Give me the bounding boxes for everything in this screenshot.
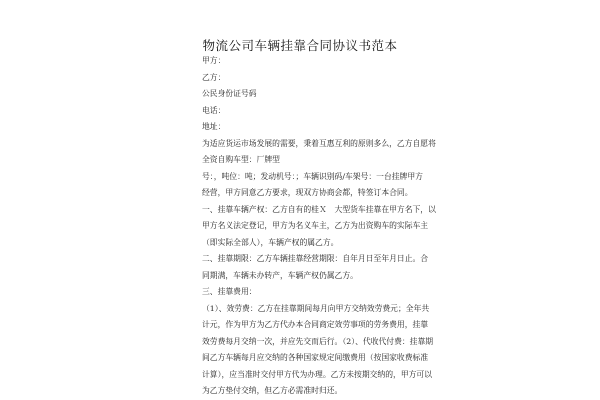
clause-3-line: 间乙方车辆每月应交纳的各种国家规定间缴费用（按国家收费标准 — [202, 353, 429, 362]
clause-2-line: 二、挂靠期限：乙方车辆挂靠经营期限：自年月日至年月日止。合 — [202, 254, 429, 263]
body-line: 为适应货运市场发展的需要，秉着互惠互利的原则多么，乙方自愿将 — [202, 139, 436, 148]
clause-3-line: 为乙方垫付交纳，但乙方必需准时归还。 — [202, 386, 343, 395]
phone-line: 电话： — [202, 106, 226, 115]
clause-3-line: （1）、效劳费：乙方在挂靠期间每月向甲方交纳效劳费元；全年共 — [202, 304, 430, 313]
clause-2-line: 同期满，车辆未办转产，车辆产权仍属乙方。 — [202, 271, 358, 280]
clause-3-heading: 三、挂靠费用： — [202, 287, 257, 296]
id-number-line: 公民身份证号码 — [202, 89, 257, 98]
party-b-line: 乙方： — [202, 73, 226, 82]
body-line: 号：，吨位：吨；发动机号：；车辆识别码/车架号：一台挂牌甲方 — [202, 172, 423, 181]
clause-3-line: 效劳费每月交纳一次，并应先交而后行。（2）、代收代付费：挂靠期 — [202, 337, 434, 346]
body-line: 全资自购车型：厂牌型 — [202, 155, 280, 164]
clause-1-line: （即实际全部人），车辆产权的属乙方。 — [202, 238, 339, 247]
clause-1-line: 甲方名义法定登记，甲方为名义车主，乙方为出资购车的实际车主 — [202, 221, 429, 230]
document-title: 物流公司车辆挂靠合同协议书范本 — [202, 38, 398, 53]
clause-1-line: 一、挂靠车辆产权：乙方自有的桂Ｘ 大型货车挂靠在甲方名下，以 — [202, 205, 436, 214]
clause-3-line: 计元，作为甲方为乙方代办本合同商定效劳事项的劳务费用，挂靠 — [202, 320, 429, 329]
clause-3-line: 计算），应当准时交付甲方代为办理。乙方未按期交纳的，甲方可以 — [202, 370, 433, 379]
body-line: 经营，甲方同意乙方要求，现双方协商会都，特签订本合同。 — [202, 188, 413, 197]
address-line: 地址： — [202, 122, 226, 131]
party-a-line: 甲方： — [202, 56, 226, 65]
